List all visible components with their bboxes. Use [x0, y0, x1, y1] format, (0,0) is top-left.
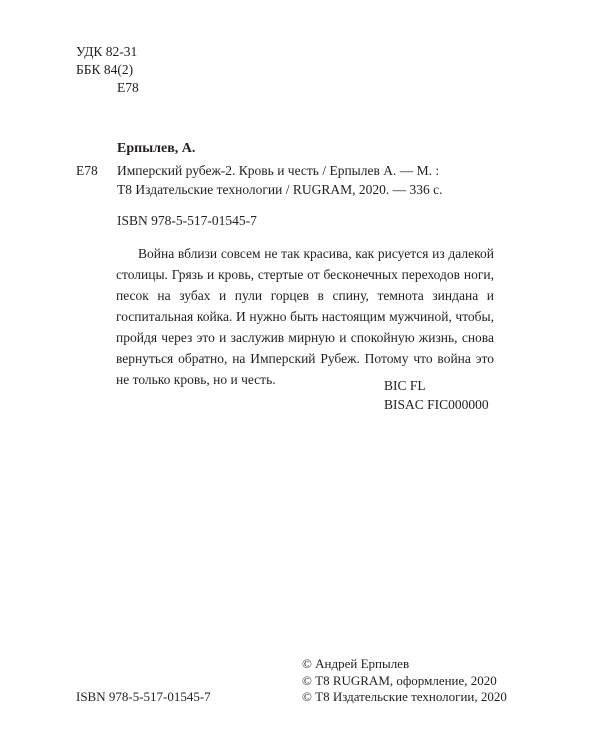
bisac-code: BISAC FIC000000: [384, 397, 489, 412]
record-title-line-1: Имперский рубеж-2. Кровь и честь / Ерпылев А. — М. :: [117, 163, 440, 178]
footer-isbn: ISBN 978-5-517-01545-7: [76, 689, 211, 704]
author-sign: Е78: [117, 80, 139, 95]
copyright-publisher: © Т8 Издательские технологии, 2020: [302, 689, 507, 704]
record-author: Ерпылев, А.: [117, 141, 196, 156]
record-title-line-2: Т8 Издательские технологии / RUGRAM, 2020. — 336 с.: [117, 182, 443, 197]
copyright-author: © Андрей Ерпылев: [302, 656, 410, 671]
record-isbn: ISBN 978-5-517-01545-7: [117, 213, 257, 228]
udk-index: УДК 82-31: [76, 44, 138, 59]
annotation: [116, 243, 494, 390]
bic-code: BIC FL: [384, 378, 426, 393]
annotation-text: Война вблизи совсем не так красива, как рисуется из далекой столицы. Грязь и кровь, стертые от бесконечных переходов ноги, песок на зубах и пули горцев в спину, темнота зиндана и госпитальная койка. И нужно быть настоящим мужчиной, чтобы, пройдя через это и заслужив мирную и спокойную жизнь, снова вернуться обратно, на Имперский Рубеж. Потому что война это не только кровь, но и честь.: [116, 246, 494, 387]
copyright-design: © Т8 RUGRAM, оформление, 2020: [302, 672, 497, 688]
record-author-sign: Е78: [76, 163, 98, 178]
bbk-index: ББК 84(2): [76, 62, 134, 77]
